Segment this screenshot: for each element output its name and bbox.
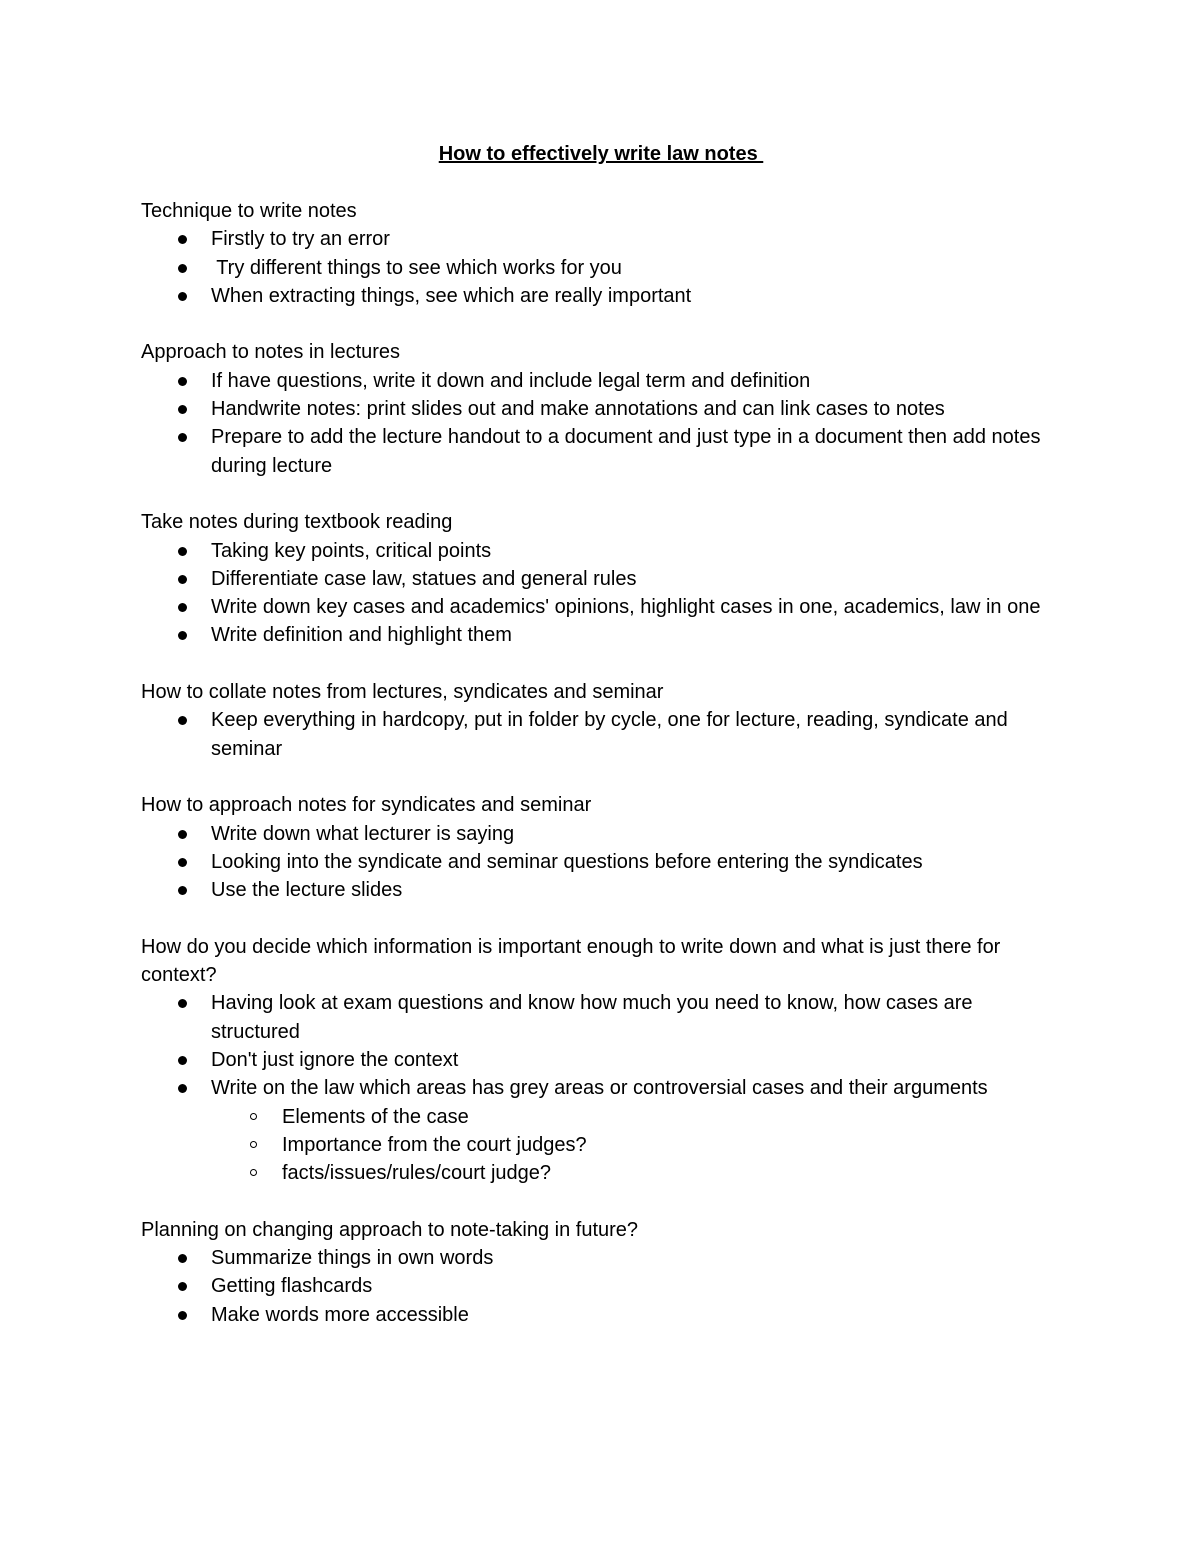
bullet-icon [178, 858, 187, 867]
bullet-icon [178, 603, 187, 612]
section-future [141, 1216, 1061, 1329]
list-item: Summarize things in own words [141, 1244, 1061, 1272]
bullet-icon [178, 886, 187, 895]
bullet-icon [178, 631, 187, 640]
list-item: Write down key cases and academics' opinions, highlight cases in one, academics, law in one [141, 593, 1061, 621]
list-item: Don't just ignore the context [141, 1046, 1061, 1074]
bullet-list [141, 225, 1061, 310]
bullet-icon [178, 1282, 187, 1291]
list-item: Use the lecture slides [141, 876, 1061, 904]
document-page [141, 140, 1061, 1357]
hollow-bullet-icon [250, 1169, 257, 1176]
bullet-icon [178, 433, 187, 442]
bullet-icon [178, 1056, 187, 1065]
bullet-list [141, 989, 1061, 1187]
list-item: If have questions, write it down and include legal term and definition [141, 367, 1061, 395]
bullet-icon [178, 1084, 187, 1093]
section-heading: How to approach notes for syndicates and seminar [141, 794, 592, 817]
bullet-icon [178, 716, 187, 725]
hollow-bullet-icon [250, 1113, 257, 1120]
list-item: Having look at exam questions and know how much you need to know, how cases are structured [141, 989, 1061, 1046]
bullet-list [141, 820, 1061, 905]
section-heading: Technique to write notes [141, 200, 357, 222]
section-heading: Take notes during textbook reading [141, 511, 453, 534]
sub-list-item: facts/issues/rules/court judge? [211, 1159, 1061, 1187]
section-technique [141, 197, 1061, 310]
bullet-icon [178, 292, 187, 301]
section-decide [141, 933, 1061, 1188]
list-item: Taking key points, critical points [141, 537, 1061, 565]
section-syndicates [141, 791, 1061, 904]
list-item: Getting flashcards [141, 1272, 1061, 1300]
bullet-icon [178, 830, 187, 839]
list-item: Looking into the syndicate and seminar questions before entering the syndicates [141, 848, 1061, 876]
bullet-icon [178, 264, 187, 273]
section-heading: Approach to notes in lectures [141, 341, 401, 364]
section-lectures [141, 338, 1061, 479]
section-heading: Planning on changing approach to note-taking in future? [141, 1218, 639, 1241]
bullet-icon [178, 405, 187, 414]
list-item: Keep everything in hardcopy, put in folder by cycle, one for lecture, reading, syndicate and seminar [141, 706, 1061, 763]
section-heading: How to collate notes from lectures, syndicates and seminar [141, 681, 664, 704]
list-item: Differentiate case law, statues and general rules [141, 565, 1061, 593]
list-item: Write down what lecturer is saying [141, 820, 1061, 848]
list-item: Prepare to add the lecture handout to a document and just type in a document then add notes during lecture [141, 423, 1061, 480]
bullet-icon [178, 235, 187, 244]
sub-bullet-list [211, 1103, 1061, 1188]
bullet-list [141, 537, 1061, 650]
section-textbook [141, 508, 1061, 649]
list-item: Write on the law which areas has grey areas or controversial cases and their arguments Elements of the case Importance from the court judges? facts/issues/rules/court judge? [141, 1074, 1061, 1187]
list-item: When extracting things, see which are really important [141, 282, 1061, 310]
bullet-list [141, 367, 1061, 480]
section-collate [141, 678, 1061, 763]
list-item: Write definition and highlight them [141, 621, 1061, 649]
bullet-icon [178, 547, 187, 556]
sub-list-item: Elements of the case [211, 1103, 1061, 1131]
bullet-icon [178, 1311, 187, 1320]
section-heading: How do you decide which information is important enough to write down and what is just there for context? [141, 935, 1001, 987]
bullet-list [141, 706, 1061, 763]
sub-list-item: Importance from the court judges? [211, 1131, 1061, 1159]
list-item: Try different things to see which works for you [141, 254, 1061, 282]
list-item: Handwrite notes: print slides out and make annotations and can link cases to notes [141, 395, 1061, 423]
hollow-bullet-icon [250, 1141, 257, 1148]
list-item: Make words more accessible [141, 1301, 1061, 1329]
bullet-list [141, 1244, 1061, 1329]
list-item: Firstly to try an error [141, 225, 1061, 253]
bullet-icon [178, 377, 187, 386]
document-title: How to effectively write law notes [438, 143, 764, 165]
bullet-icon [178, 575, 187, 584]
bullet-icon [178, 999, 187, 1008]
bullet-icon [178, 1254, 187, 1263]
